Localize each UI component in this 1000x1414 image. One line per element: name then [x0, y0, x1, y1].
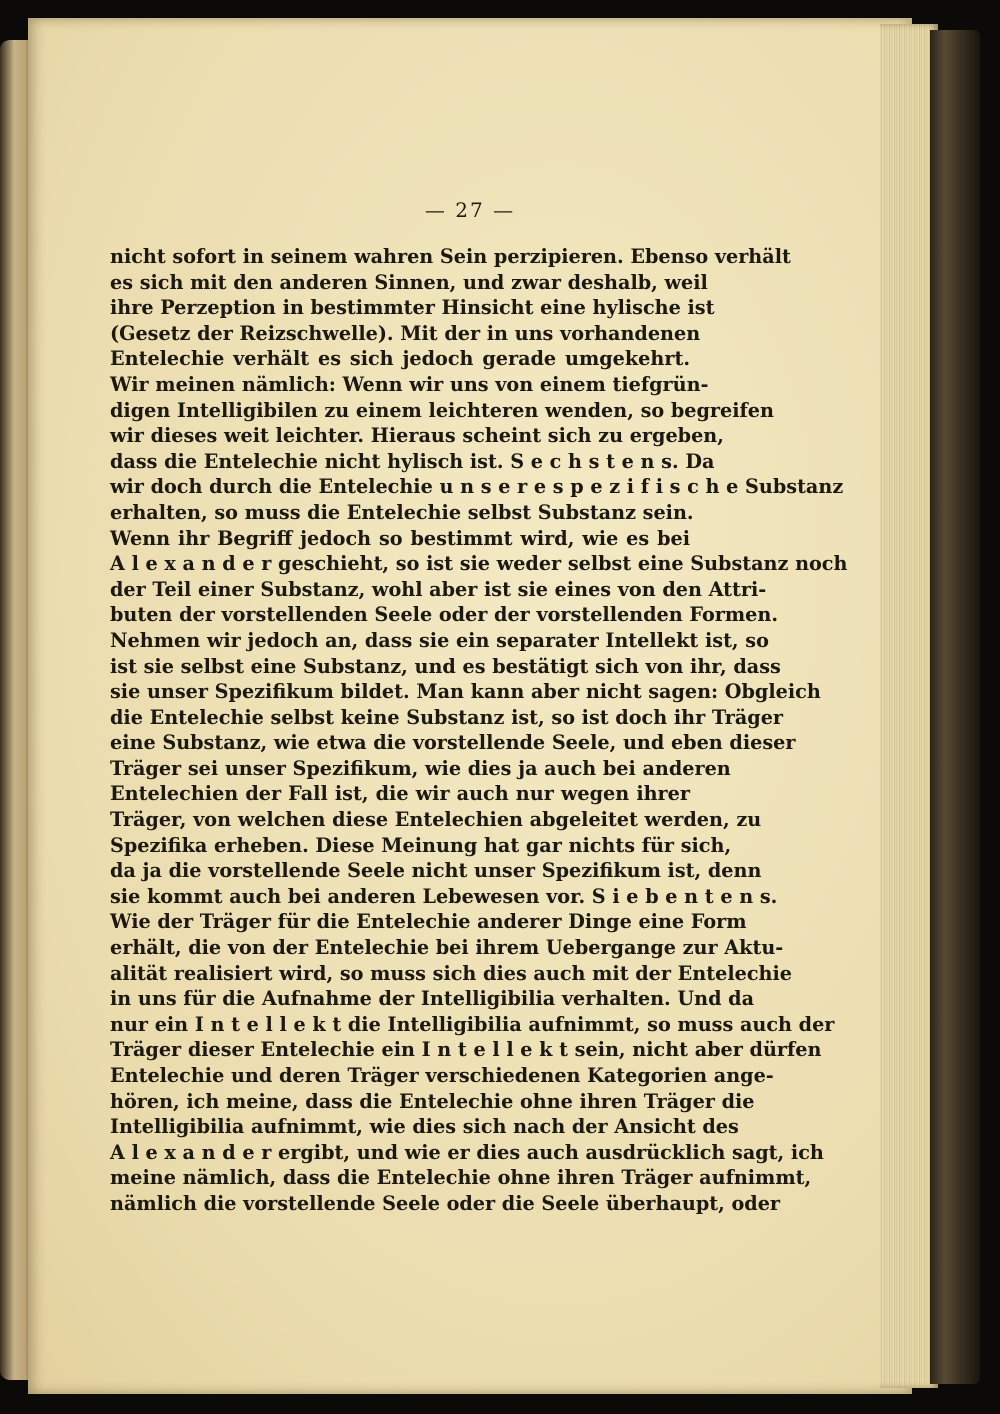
text-line: buten der vorstellenden Seele oder der vorstellenden Formen. — [110, 603, 779, 627]
text-line: A l e x a n d e r geschieht, so ist sie weder selbst eine Substanz noch — [110, 552, 848, 576]
text-line: wir doch durch die Entelechie u n s e r e s p e z i f i s c h e Substanz — [110, 475, 844, 499]
text-line: Entelechie und deren Träger verschiedenen Kategorien ange- — [110, 1064, 774, 1087]
text-line: der Teil einer Substanz, wohl aber ist sie eines von den Attri- — [110, 577, 767, 601]
text-line: Nehmen wir jedoch an, dass sie ein separater Intellekt ist, so — [110, 628, 769, 652]
body-text — [110, 244, 848, 1217]
text-line: ihre Perzeption in bestimmter Hinsicht eine hylische ist — [110, 296, 715, 320]
text-line: Wir meinen nämlich: Wenn wir uns von einem tiefgrün- — [110, 372, 709, 396]
text-line: Entelechie verhält es sich jedoch gerade umgekehrt. — [110, 347, 690, 371]
text-line: A l e x a n d e r ergibt, und wie er dies auch ausdrücklich sagt, ich — [110, 1140, 824, 1164]
text-line: ist sie selbst eine Substanz, und es bestätigt sich von ihr, dass — [110, 654, 781, 678]
text-line: erhalten, so muss die Entelechie selbst Substanz sein. — [110, 500, 694, 524]
text-line: alität realisiert wird, so muss sich dies auch mit der Entelechie — [110, 961, 792, 985]
book-page — [28, 18, 912, 1394]
text-line: Intelligibilia aufnimmt, wie dies sich nach der Ansicht des — [110, 1115, 739, 1139]
text-line: da ja die vorstellende Seele nicht unser Spezifikum ist, denn — [110, 859, 762, 883]
text-line: erhält, die von der Entelechie bei ihrem Uebergange zur Aktu- — [110, 936, 784, 960]
text-line: in uns für die Aufnahme der Intelligibilia verhalten. Und da — [110, 987, 755, 1011]
text-line: eine Substanz, wie etwa die vorstellende Seele, und eben dieser — [110, 731, 796, 755]
book-cover-edge — [930, 30, 980, 1384]
text-line: Wie der Träger für die Entelechie anderer Dinge eine Form — [110, 910, 747, 934]
page-number: — 27 — — [424, 198, 516, 222]
text-line: meine nämlich, dass die Entelechie ohne ihren Träger aufnimmt, — [110, 1166, 812, 1190]
text-line: wir dieses weit leichter. Hieraus scheint sich zu ergeben, — [110, 424, 724, 448]
text-line: Träger dieser Entelechie ein I n t e l l e k t sein, nicht aber dürfen — [110, 1038, 822, 1062]
text-line: sie kommt auch bei anderen Lebewesen vor. S i e b e n t e n s. — [110, 884, 778, 908]
text-line: die Entelechie selbst keine Substanz ist, so ist doch ihr Träger — [110, 705, 784, 729]
text-line: es sich mit den anderen Sinnen, und zwar deshalb, weil — [110, 270, 708, 294]
text-line: hören, ich meine, dass die Entelechie ohne ihren Träger die — [110, 1089, 755, 1113]
text-line: Träger, von welchen diese Entelechien abgeleitet werden, zu — [110, 808, 762, 832]
text-line: Träger sei unser Spezifikum, wie dies ja auch bei anderen — [110, 756, 731, 780]
text-line: digen Intelligibilen zu einem leichteren wenden, so begreifen — [110, 398, 774, 422]
text-line: sie unser Spezifikum bildet. Man kann aber nicht sagen: Obgleich — [110, 680, 821, 704]
text-line: nur ein I n t e l l e k t die Intelligibilia aufnimmt, so muss auch der — [110, 1012, 835, 1036]
text-line: Spezifika erheben. Diese Meinung hat gar nichts für sich, — [110, 833, 732, 857]
text-line: Entelechien der Fall ist, die wir auch nur wegen ihrer — [110, 782, 690, 806]
text-line: nicht sofort in seinem wahren Sein perzipieren. Ebenso verhält — [110, 245, 791, 268]
text-line: nämlich die vorstellende Seele oder die Seele überhaupt, oder — [110, 1191, 781, 1215]
text-line: Wenn ihr Begriff jedoch so bestimmt wird, wie es bei — [110, 526, 690, 550]
text-line: (Gesetz der Reizschwelle). Mit der in uns vorhandenen — [110, 321, 701, 345]
text-line: dass die Entelechie nicht hylisch ist. S e c h s t e n s. Da — [110, 449, 715, 473]
